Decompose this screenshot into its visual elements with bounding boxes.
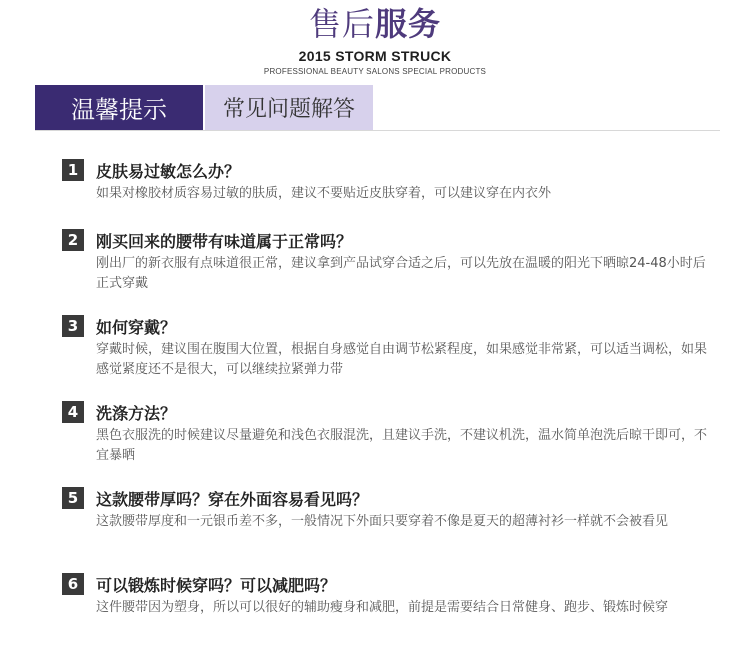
faq-item-2 [62, 228, 722, 294]
faq-question: 这款腰带厚吗？穿在外面容易看见吗？ [96, 489, 369, 509]
faq-answer: 如果对橡胶材质容易过敏的肤质，建议不要贴近皮肤穿着，可以建议穿在内衣外 [96, 186, 552, 201]
page-header [0, 0, 750, 76]
faq-number: 1 [62, 159, 84, 181]
faq-number: 6 [62, 573, 84, 595]
faq-answer: 这款腰带厚度和一元银币差不多，一般情况下外面只要穿着不像是夏天的超薄衬衫一样就不会被看见 [96, 514, 669, 529]
faq-number: 4 [62, 401, 84, 423]
brand-tagline: PROFESSIONAL BEAUTY SALONS SPECIAL PRODUCTS [263, 67, 487, 76]
title-light: 售后 [308, 5, 375, 43]
faq-question: 皮肤易过敏怎么办？ [96, 161, 241, 181]
faq-answer: 黑色衣服洗的时候建议尽量避免和浅色衣服混洗，且建议手洗，不建议机洗，温水简单泡洗后晾干即可，不宜暴晒 [96, 428, 708, 463]
faq-question: 刚买回来的腰带有味道属于正常吗？ [96, 231, 353, 251]
tab-divider [35, 130, 720, 131]
faq-question: 如何穿戴？ [96, 317, 177, 337]
title-bold: 服务 [375, 5, 442, 43]
faq-answer: 穿戴时候，建议围在腹围大位置，根据自身感觉自由调节松紧程度，如果感觉非常紧，可以适当调松，如果感觉紧度还不是很大，可以继续拉紧弹力带 [96, 342, 708, 377]
faq-number: 3 [62, 315, 84, 337]
page-title [0, 4, 750, 44]
brand-name: 2015 STORM STRUCK [298, 48, 452, 64]
faq-item-3 [62, 314, 722, 380]
faq-answer: 这件腰带因为塑身，所以可以很好的辅助瘦身和减肥，前提是需要结合日常健身、跑步、锻炼时候穿 [96, 600, 669, 615]
tab-faq[interactable]: 常见问题解答 [205, 85, 373, 130]
faq-answer: 刚出厂的新衣服有点味道很正常，建议拿到产品试穿合适之后，可以先放在温暖的阳光下晒晾24-48小时后正式穿戴 [96, 256, 706, 291]
faq-item-4 [62, 400, 722, 466]
faq-item-1 [62, 158, 722, 204]
faq-item-5 [62, 486, 722, 532]
faq-number: 5 [62, 487, 84, 509]
tab-warm-tips[interactable]: 温馨提示 [35, 85, 203, 130]
faq-number: 2 [62, 229, 84, 251]
faq-question: 可以锻炼时候穿吗？可以减肥吗？ [96, 575, 337, 595]
faq-item-6 [62, 572, 722, 618]
faq-question: 洗涤方法？ [96, 403, 177, 423]
